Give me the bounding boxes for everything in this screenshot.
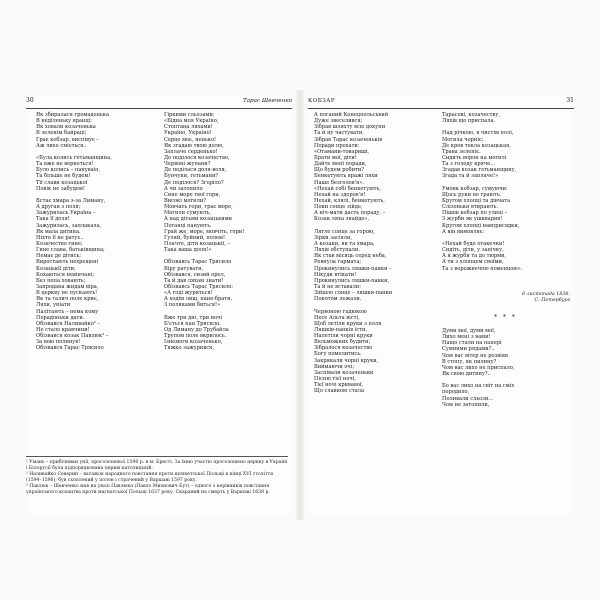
left-poem-column-1 (36, 112, 112, 351)
poem-line: В степу, як пилину? (442, 358, 497, 365)
poem-line: Слізоньки втирають. (442, 204, 498, 211)
poem-line: Сумними рядами?.. (442, 346, 495, 353)
poem-line: Налетіли чорні круки (314, 333, 373, 340)
poem-line: Пішов кобзар по улиці – (442, 210, 508, 217)
poem-line: Вже три дні, три ночі (164, 314, 223, 321)
poem-place: С.-Петербург (534, 298, 570, 303)
footnote: ² Наливайко Северин – ватажок народного повстання проти шляхетської Польщі в кінці XVI століття (1594–1596); був схоплений у полон і страчений у Варшаві 1597 року. (26, 472, 274, 483)
poem-line: «Нехай буде отакечки! (442, 240, 505, 247)
footnote: ¹ Умань – прибічники унії, проголошеної 1596 р. в м. Бресті. За їхню участю проголошено церкву в Україні і Білорусії була підпорядкована церкві католицькій. (26, 460, 288, 471)
poem-line: Стоптана ляхами! (164, 124, 213, 131)
left-poem-column-2 (164, 112, 244, 351)
poem-line: Пісню тієї ночі, (314, 376, 356, 383)
poem-line: Зібрав Тарас козаченьків (314, 136, 383, 143)
poem-line: Обізвався, сизий орел, (164, 271, 226, 278)
poem-line: Трупом поле вкрилось. (164, 333, 227, 340)
poem-date: 6 листопада 1838, (522, 292, 570, 297)
poem-line: Гіркими сльозами: (164, 112, 215, 118)
poem-line: Зажурилась, заплакала, (36, 222, 102, 229)
poem-line: Обізвавсь Тарас Трясило: (164, 283, 234, 290)
right-running-head (308, 96, 574, 109)
poem-line: А він вимовляє: (442, 228, 485, 235)
poem-line: Козак ляха знайде». (314, 216, 370, 223)
poem-line: «Бідна моя Україно, (164, 118, 219, 125)
right-poem-column-1 (314, 112, 392, 394)
poem-line: Згада та й заплаче!» (442, 173, 499, 180)
poem-line: Трава зеленіє. (442, 148, 481, 155)
poem-line: Не стало кравчини! (36, 326, 90, 333)
poem-line: Як ховали козаченька (36, 124, 96, 131)
poem-line: Як став місяць серед неба, (314, 253, 387, 260)
poem-line: Обізвався Тарас Трясило (36, 345, 104, 352)
poem-line: Запродана жидам віра, (36, 283, 99, 290)
right-poem-column-2 (442, 112, 522, 272)
poem-line: Тяжко зажурився, (164, 345, 214, 352)
poem-line: Тії слави козацької (36, 179, 88, 186)
poem-line: Кругом хлопці навприсядки, (442, 222, 520, 229)
poem-line: А я журби та до тюрми, (442, 253, 507, 260)
poem-line: Над річкою, в чистім полі, (442, 130, 514, 137)
footnote: ³ Павлюк – Шевченко мав на увазі Павлюка (Павло Михнович Бут) – одного з керівників повстання українського козацтва проти магнатської Польщі 1637 року. Скараний на смерть у Варшаві 1638 р. (26, 484, 270, 495)
poem-line: Чом не затопили, (442, 401, 490, 408)
poem-line: Зібрав шляхту всю докупи (314, 124, 386, 131)
poem-line: В церкву не пускають! (36, 290, 98, 297)
poem-line: Віру ратувати, (164, 265, 204, 272)
poem-line: Як згадаю твою долю, (164, 142, 224, 149)
second-poem-column (442, 328, 514, 408)
poem-line: Чом вас лихо не приспало, (442, 364, 515, 371)
poem-line: Несе Альта вісті, (314, 314, 360, 321)
poem-line: Згадав козак гетьманщину, (442, 167, 517, 174)
poem-line: Та з голоду кряче... (442, 161, 496, 168)
poem-line: Немає де дітись; (36, 253, 82, 260)
poem-line: Поради прохати: (314, 142, 360, 149)
poem-line: Прокинулись ляшки-панки, (314, 277, 390, 284)
poem-line: Де поділося козачество, (164, 154, 230, 161)
poem-line: Було колись – пануваіо, (36, 167, 100, 174)
poem-line: А ти з хлопцем своїми, (442, 259, 504, 266)
poem-line: Сине море твої гори, (164, 191, 221, 198)
poem-line: Як та галич поле криє, (36, 296, 99, 303)
poem-line: Обізвався Наливайко² – (36, 320, 100, 327)
poem-line: породило, (442, 389, 470, 396)
right-header-title: КОБЗАР (308, 98, 335, 104)
left-footnotes (26, 456, 288, 497)
poem-line: Щось руки не грають. (442, 191, 502, 198)
poem-line: Дуже звеселився; (314, 118, 363, 125)
poem-line: Кругом хлопці та дівчата (442, 197, 510, 204)
poem-line: Як мала дитина. (36, 228, 81, 235)
poem-line: Ляшків-панків їсти. (314, 326, 368, 333)
section-stars: * * * (494, 314, 517, 321)
poem-line: А чи затопило (164, 185, 203, 192)
poem-line: Ляхи, уніати (36, 302, 71, 309)
poem-line: Нехай, клялі, бенкетують, (314, 197, 385, 204)
poem-line: Виймаючи очі; (314, 363, 355, 370)
book-gutter (296, 90, 304, 520)
poem-line: Брати мої, діти! (314, 154, 357, 161)
poem-line: Де поділося? Згоріло? (164, 179, 224, 186)
poem-line: Поливали сльози... (442, 395, 494, 402)
poem-line: Поганці панують. (164, 222, 212, 229)
poem-line: Зажурилась Україна – (36, 210, 96, 217)
poem-line: «А годі журиться! (164, 290, 213, 297)
poem-line: Обізвавсь Тарас Трясило (164, 259, 232, 266)
poem-line: Ревнула гармата; (314, 259, 362, 266)
poem-line: Ляхів обступали. (314, 247, 360, 254)
poem-line: Заспівали козаченьки (314, 369, 374, 376)
poem-line: Поки сонце зійде, (314, 204, 363, 211)
poem-line: Сидить ворон на могилі (442, 154, 507, 161)
poem-line: Зібралося козачество (314, 345, 373, 352)
poem-line: А поганий Конецпольський (314, 112, 389, 118)
poem-line: За вою полинув! (36, 339, 81, 346)
poem-line: Умовк кобзар, сумуючи: (442, 185, 508, 192)
poem-line: Така ваша доля!» (164, 247, 212, 254)
poem-line: Вельможних будити; (314, 339, 371, 346)
poem-line: Б'ється пан Трясило. (164, 320, 221, 327)
poem-line: Чом вас вітер не розвіяв (442, 352, 508, 359)
poem-line: А ніч-мати дасть пораду, – (314, 210, 386, 217)
poem-line: Бо вас лихо на світ на сміх (442, 383, 515, 390)
poem-line: Ляхів що приспала. (442, 118, 496, 125)
poem-line: З журби як ушкварив! (442, 216, 503, 223)
poem-line: Могили сумують, (164, 210, 212, 217)
poem-line: Ізнемоги козаченько, (164, 339, 223, 346)
poem-date-note (522, 292, 570, 304)
poem-line: Що будем робити? (314, 167, 365, 174)
poem-line: Україно, Україно! (164, 130, 212, 137)
poem-line: Та більше не будем! (36, 173, 91, 180)
poem-line: Бенкетують вражі ляхи (314, 173, 378, 180)
poem-line: Порадоньки дати. (36, 314, 85, 321)
poem-line: Од Лиману до Трубайла (164, 326, 229, 333)
poem-line: Де поділася доля-воля, (164, 167, 227, 174)
poem-line: В неділеньку вранці; (36, 118, 92, 125)
poem-line: Заплаче серденько! (164, 148, 218, 155)
poem-line: Грае кобзар, виспівує – (36, 136, 99, 143)
left-page-number: 30 (26, 97, 34, 104)
poem-line: Наше безголов'я». (314, 179, 364, 186)
poem-line: В зеленім байраці; (36, 130, 87, 137)
poem-line: Така її доля! (36, 216, 70, 223)
poem-line: Аж лихо сміється.. (36, 142, 87, 149)
poem-line: Дайте мені поради, (314, 161, 367, 168)
poem-line: Тарасові, козачеству, (442, 112, 500, 118)
poem-line: Нехай на здоров'я! (314, 191, 366, 198)
poem-line: Покотом лежали. (314, 296, 362, 303)
poem-line: Гине слава, батьківщина; (36, 247, 105, 254)
poem-line: Без попа ховають; (36, 277, 86, 284)
poem-line: Грай же, море, мовчіть, гори! (164, 228, 245, 235)
poem-line: Богу помолитись. (314, 351, 362, 358)
poem-line: Високі могили? (164, 197, 206, 204)
poem-line: Що славною стала (314, 388, 364, 395)
poem-line: Та й не вставали: (314, 283, 361, 290)
right-page-number: 31 (566, 97, 574, 104)
poem-line: Закрякали чорні круки, (314, 357, 379, 364)
left-page (26, 96, 292, 514)
poem-line: Налітають – нема кому (36, 308, 99, 315)
poem-line: Нікуди втікати! (314, 271, 357, 278)
poem-line: Та й дав ляхам знати! (164, 277, 224, 284)
poem-line: Червоні жупани? (164, 161, 211, 168)
poem-line: Виростають нехрещені (36, 259, 99, 266)
poem-line: Повік не забудем! (36, 185, 85, 192)
poem-line: Бунчуки, гетьмани? (164, 173, 219, 180)
poem-line: «Нехай собі бенкетують, (314, 185, 381, 192)
poem-line: Лягло сонце за горою, (314, 228, 375, 235)
poem-line: Прокинулись ляшки-панки – (314, 265, 392, 272)
poem-line: Гуляй, буйний, полем! (164, 234, 226, 241)
poem-line: А ходім лиш, пане-брати, (164, 296, 233, 303)
poem-line: Та й ну частувати. (314, 130, 364, 137)
right-page (308, 96, 574, 514)
poem-line: Козачество гине; (36, 240, 83, 247)
poem-line: Щоб летіли круки з поля (314, 320, 382, 327)
poem-line: Козацькії діти; (36, 265, 76, 272)
poem-line: Як свою дитину?.. (442, 370, 491, 377)
poem-line: Думи мої, думи мої, (442, 328, 496, 334)
poem-line: З поляками биться!» (164, 302, 221, 309)
poem-line: Мовчать гори, грає море, (164, 204, 233, 211)
poem-line: Могила чорніє; (442, 136, 484, 143)
poem-line: А другая з поля; (36, 204, 81, 211)
poem-line: «Була колись гетьманщина, (36, 154, 112, 161)
poem-line: Сидіть, діти, у запічку, (442, 247, 504, 254)
poem-line: Як збиралася громадонька (36, 112, 109, 118)
poem-line: Лихо мені з вами! (442, 334, 491, 341)
poem-line: Червоною гадюкою (314, 308, 367, 315)
poem-line: Обізвався козак Павлюк³ – (36, 333, 109, 340)
poem-line: Де кров текла козацькая, (442, 142, 511, 149)
poem-line: А над дітьми козацькими (164, 216, 233, 223)
poem-line: Зійшло сонце – ляшки-панки (314, 290, 393, 297)
left-header-author: Тарас Шевченко (242, 98, 292, 104)
poem-line: Нащо стали на папері (442, 340, 502, 347)
poem-line: Зірки засіяли, (314, 234, 353, 241)
poem-line: Встає хмара з-за Лиману, (36, 197, 106, 204)
poem-line: Ніхто її не ратує.. (36, 234, 84, 241)
poem-line: Кохаються невінчані; (36, 271, 95, 278)
poem-line: Та з ворожнечою помєнцою». (442, 265, 523, 272)
left-running-head (26, 96, 292, 109)
poem-line: А козаки, як та хмара, (314, 240, 375, 247)
poem-line: Серце моє, ненько! (164, 136, 217, 143)
poem-line: «Отамани-товариші, (314, 148, 370, 155)
poem-line: Та вже не вернеться! (36, 161, 94, 168)
poem-line: Тієї ночі кривавої, (314, 382, 364, 389)
poem-line: Плачте, діти козацькії, – (164, 240, 231, 247)
